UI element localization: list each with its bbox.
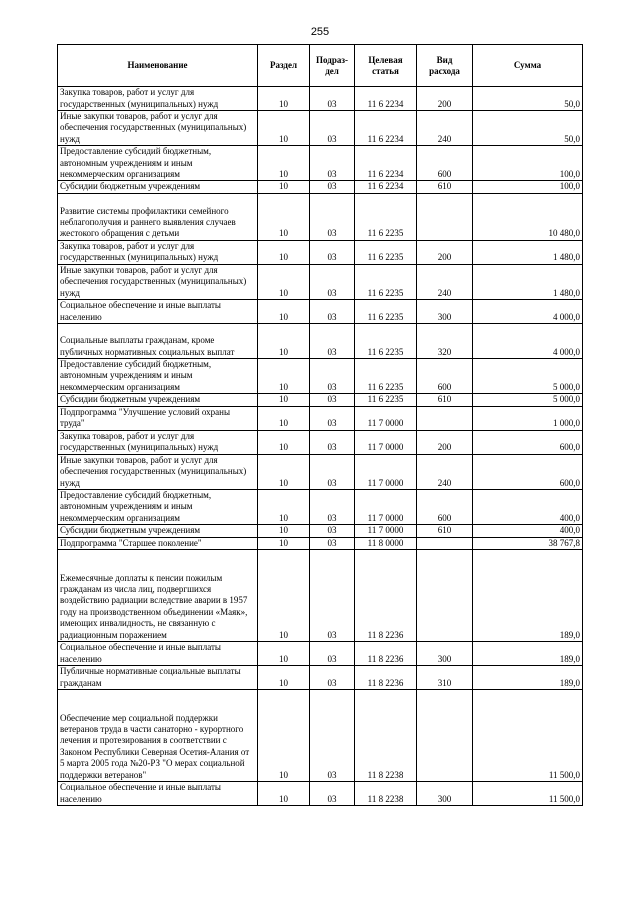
cell-name: Публичные нормативные социальные выплаты гражданам — [58, 665, 258, 689]
cell-statya: 11 6 2235 — [355, 394, 417, 406]
cell-name: Закупка товаров, работ и услуг для государственных (муниципальных) нужд — [58, 240, 258, 264]
cell-name: Социальное обеспечение и иные выплаты населению — [58, 781, 258, 805]
cell-name: Закупка товаров, работ и услуг для государственных (муниципальных) нужд — [58, 430, 258, 454]
table-row — [58, 181, 583, 193]
cell-vid: 310 — [417, 665, 473, 689]
table-row — [58, 430, 583, 454]
header-name: Наименование — [58, 45, 258, 87]
header-row — [58, 45, 583, 87]
cell-summa: 600,0 — [473, 430, 583, 454]
table-row — [58, 240, 583, 264]
cell-summa: 100,0 — [473, 146, 583, 181]
cell-statya: 11 7 0000 — [355, 525, 417, 537]
cell-podrazdel: 03 — [310, 525, 355, 537]
page-number: 255 — [310, 26, 330, 38]
cell-podrazdel: 03 — [310, 454, 355, 489]
cell-statya: 11 7 0000 — [355, 430, 417, 454]
cell-podrazdel: 03 — [310, 111, 355, 146]
cell-vid: 200 — [417, 240, 473, 264]
cell-name: Предоставление субсидий бюджетным, автономным учреждениям и иным некоммерческим организациям — [58, 359, 258, 394]
cell-vid: 240 — [417, 454, 473, 489]
cell-summa: 100,0 — [473, 181, 583, 193]
table-row — [58, 300, 583, 324]
cell-razdel: 10 — [258, 525, 310, 537]
cell-razdel: 10 — [258, 430, 310, 454]
cell-name: Субсидии бюджетным учреждениям — [58, 181, 258, 193]
cell-razdel: 10 — [258, 641, 310, 665]
cell-vid: 240 — [417, 111, 473, 146]
cell-name: Иные закупки товаров, работ и услуг для обеспечения государственных (муниципальных) нужд — [58, 454, 258, 489]
header-vid: Вид расхода — [417, 45, 473, 87]
cell-vid: 300 — [417, 641, 473, 665]
cell-razdel: 10 — [258, 87, 310, 111]
table-row — [58, 781, 583, 805]
cell-name: Предоставление субсидий бюджетным, автономным учреждениям и иным некоммерческим организациям — [58, 489, 258, 524]
table-row — [58, 689, 583, 781]
cell-vid: 300 — [417, 300, 473, 324]
cell-summa: 5 000,0 — [473, 359, 583, 394]
table-row — [58, 665, 583, 689]
cell-name: Закупка товаров, работ и услуг для государственных (муниципальных) нужд — [58, 87, 258, 111]
table-row — [58, 641, 583, 665]
cell-podrazdel: 03 — [310, 689, 355, 781]
table-row — [58, 549, 583, 641]
table-row — [58, 193, 583, 240]
cell-podrazdel: 03 — [310, 264, 355, 299]
cell-vid: 610 — [417, 525, 473, 537]
cell-vid: 300 — [417, 781, 473, 805]
cell-statya: 11 6 2235 — [355, 300, 417, 324]
cell-razdel: 10 — [258, 489, 310, 524]
cell-summa: 50,0 — [473, 111, 583, 146]
cell-summa: 11 500,0 — [473, 781, 583, 805]
cell-razdel: 10 — [258, 146, 310, 181]
cell-summa: 38 767,8 — [473, 537, 583, 549]
cell-name: Предоставление субсидий бюджетным, автономным учреждениям и иным некоммерческим организациям — [58, 146, 258, 181]
cell-vid: 600 — [417, 359, 473, 394]
table-row — [58, 525, 583, 537]
cell-razdel: 10 — [258, 264, 310, 299]
cell-summa: 189,0 — [473, 549, 583, 641]
cell-podrazdel: 03 — [310, 781, 355, 805]
cell-statya: 11 7 0000 — [355, 454, 417, 489]
cell-podrazdel: 03 — [310, 300, 355, 324]
cell-vid: 200 — [417, 430, 473, 454]
cell-summa: 189,0 — [473, 665, 583, 689]
header-summa: Сумма — [473, 45, 583, 87]
budget-table — [57, 44, 583, 806]
cell-podrazdel: 03 — [310, 430, 355, 454]
cell-razdel: 10 — [258, 324, 310, 359]
cell-razdel: 10 — [258, 300, 310, 324]
cell-name: Ежемесячные доплаты к пенсии пожилым гражданам из числа лиц, подвергшихся воздействию радиации вследствие аварии в 1957 году на производственном объединении «Маяк», имеющих инвалидность, не связанную с радиационным поражением — [58, 549, 258, 641]
cell-name: Иные закупки товаров, работ и услуг для обеспечения государственных (муниципальных) нужд — [58, 111, 258, 146]
cell-vid: 610 — [417, 181, 473, 193]
cell-podrazdel: 03 — [310, 489, 355, 524]
cell-razdel: 10 — [258, 111, 310, 146]
cell-vid: 320 — [417, 324, 473, 359]
table-row — [58, 324, 583, 359]
cell-podrazdel: 03 — [310, 193, 355, 240]
cell-statya: 11 7 0000 — [355, 406, 417, 430]
cell-razdel: 10 — [258, 537, 310, 549]
table-row — [58, 489, 583, 524]
table-row — [58, 146, 583, 181]
cell-name: Подпрограмма "Старшее поколение" — [58, 537, 258, 549]
table-body — [58, 87, 583, 806]
cell-razdel: 10 — [258, 665, 310, 689]
table-row — [58, 537, 583, 549]
cell-podrazdel: 03 — [310, 406, 355, 430]
cell-vid — [417, 549, 473, 641]
cell-name: Социальное обеспечение и иные выплаты населению — [58, 641, 258, 665]
table-row — [58, 406, 583, 430]
cell-summa: 11 500,0 — [473, 689, 583, 781]
header-podrazdel: Подраз- дел — [310, 45, 355, 87]
cell-summa: 10 480,0 — [473, 193, 583, 240]
cell-name: Социальное обеспечение и иные выплаты населению — [58, 300, 258, 324]
table-row — [58, 87, 583, 111]
cell-name: Социальные выплаты гражданам, кроме публичных нормативных социальных выплат — [58, 324, 258, 359]
cell-podrazdel: 03 — [310, 537, 355, 549]
cell-podrazdel: 03 — [310, 181, 355, 193]
cell-name: Иные закупки товаров, работ и услуг для обеспечения государственных (муниципальных) нужд — [58, 264, 258, 299]
cell-vid: 600 — [417, 489, 473, 524]
cell-statya: 11 6 2235 — [355, 359, 417, 394]
cell-razdel: 10 — [258, 193, 310, 240]
header-razdel: Раздел — [258, 45, 310, 87]
cell-podrazdel: 03 — [310, 549, 355, 641]
cell-statya: 11 6 2235 — [355, 193, 417, 240]
cell-statya: 11 6 2234 — [355, 87, 417, 111]
cell-podrazdel: 03 — [310, 146, 355, 181]
cell-statya: 11 6 2234 — [355, 181, 417, 193]
cell-vid — [417, 406, 473, 430]
table-row — [58, 359, 583, 394]
cell-razdel: 10 — [258, 181, 310, 193]
cell-statya: 11 6 2235 — [355, 264, 417, 299]
cell-podrazdel: 03 — [310, 665, 355, 689]
cell-podrazdel: 03 — [310, 394, 355, 406]
cell-razdel: 10 — [258, 689, 310, 781]
cell-razdel: 10 — [258, 359, 310, 394]
cell-statya: 11 6 2235 — [355, 324, 417, 359]
cell-statya: 11 6 2234 — [355, 146, 417, 181]
cell-statya: 11 8 2236 — [355, 549, 417, 641]
cell-podrazdel: 03 — [310, 240, 355, 264]
cell-statya: 11 6 2235 — [355, 240, 417, 264]
cell-vid: 600 — [417, 146, 473, 181]
cell-razdel: 10 — [258, 394, 310, 406]
cell-razdel: 10 — [258, 781, 310, 805]
cell-summa: 1 000,0 — [473, 406, 583, 430]
cell-summa: 50,0 — [473, 87, 583, 111]
cell-name: Подпрограмма "Улучшение условий охраны труда" — [58, 406, 258, 430]
cell-razdel: 10 — [258, 454, 310, 489]
cell-summa: 5 000,0 — [473, 394, 583, 406]
cell-summa: 4 000,0 — [473, 324, 583, 359]
table-row — [58, 394, 583, 406]
cell-summa: 400,0 — [473, 525, 583, 537]
cell-name: Развитие системы профилактики семейного неблагополучия и раннего выявления случаев жестокого обращения с детьми — [58, 193, 258, 240]
table-row — [58, 454, 583, 489]
cell-summa: 4 000,0 — [473, 300, 583, 324]
cell-razdel: 10 — [258, 549, 310, 641]
cell-razdel: 10 — [258, 240, 310, 264]
header-statya: Целевая статья — [355, 45, 417, 87]
cell-vid — [417, 689, 473, 781]
table-row — [58, 264, 583, 299]
cell-statya: 11 8 0000 — [355, 537, 417, 549]
cell-name: Субсидии бюджетным учреждениям — [58, 525, 258, 537]
cell-vid: 610 — [417, 394, 473, 406]
cell-name: Обеспечение мер социальной поддержки ветеранов труда в части санаторно - курортного лечения и протезирования в соответствии с Законом Республики Северная Осетия-Алания от 5 марта 2005 года №20-РЗ "О мерах социальной поддержки ветеранов" — [58, 689, 258, 781]
cell-vid: 200 — [417, 87, 473, 111]
cell-podrazdel: 03 — [310, 641, 355, 665]
cell-summa: 600,0 — [473, 454, 583, 489]
cell-statya: 11 8 2236 — [355, 641, 417, 665]
cell-summa: 1 480,0 — [473, 264, 583, 299]
cell-name: Субсидии бюджетным учреждениям — [58, 394, 258, 406]
cell-podrazdel: 03 — [310, 87, 355, 111]
cell-vid: 240 — [417, 264, 473, 299]
table-row — [58, 111, 583, 146]
cell-statya: 11 8 2238 — [355, 781, 417, 805]
cell-vid — [417, 193, 473, 240]
cell-summa: 400,0 — [473, 489, 583, 524]
cell-statya: 11 8 2238 — [355, 689, 417, 781]
cell-podrazdel: 03 — [310, 359, 355, 394]
cell-podrazdel: 03 — [310, 324, 355, 359]
cell-statya: 11 8 2236 — [355, 665, 417, 689]
cell-statya: 11 6 2234 — [355, 111, 417, 146]
cell-statya: 11 7 0000 — [355, 489, 417, 524]
cell-vid — [417, 537, 473, 549]
cell-summa: 1 480,0 — [473, 240, 583, 264]
cell-summa: 189,0 — [473, 641, 583, 665]
cell-razdel: 10 — [258, 406, 310, 430]
